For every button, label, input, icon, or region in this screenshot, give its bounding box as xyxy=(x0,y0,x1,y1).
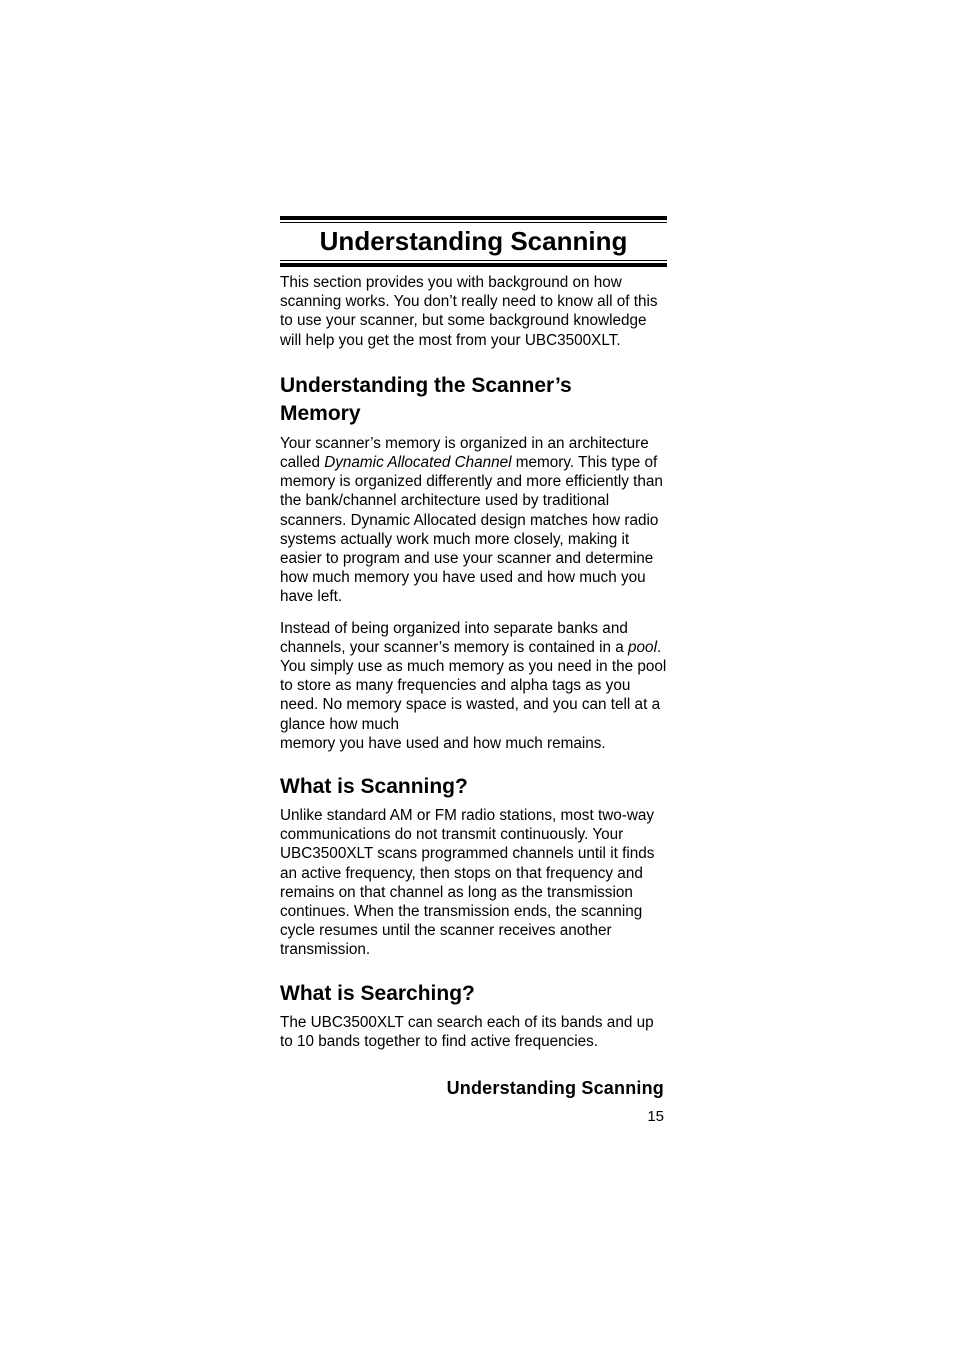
memory-p1-text-b: memory. This type of memory is organized differently and more efficiently than the bank/channel architecture used by traditional scanners. Dynamic Allocated design matches how radio systems actually work much more closely, making it easier to program and use your scanner and determine how much memory you have used and how much you have left. xyxy=(280,454,663,606)
intro-paragraph: This section provides you with background on how scanning works. You don’t really need to know all of this to use your scanner, but some background knowledge will help you get the most from your UBC3500XLT. xyxy=(280,274,658,349)
title-bottom-rule-thick xyxy=(280,263,667,267)
memory-p1-italic: Dynamic Allocated Channel xyxy=(324,454,512,472)
memory-paragraph-1 xyxy=(280,434,667,607)
memory-p2-text-c: memory you have used and how much remains. xyxy=(280,734,606,752)
scanning-heading: What is Scanning? xyxy=(280,775,468,799)
page-number: 15 xyxy=(647,1108,664,1125)
memory-heading xyxy=(280,372,667,428)
memory-heading-line1: Understanding the Scanner’s xyxy=(280,373,572,397)
searching-paragraph: The UBC3500XLT can search each of its bands and up to 10 bands together to find active frequencies. xyxy=(280,1013,654,1050)
memory-p1-text-a: Your scanner’s memory is organized in an architecture called xyxy=(280,434,649,472)
memory-heading-line2: Memory xyxy=(280,401,361,425)
memory-p2-italic: pool xyxy=(628,638,657,656)
footer-section-title: Understanding Scanning xyxy=(446,1078,664,1098)
title-top-rule-thin xyxy=(280,222,667,223)
scanning-paragraph: Unlike standard AM or FM radio stations, most two-way communications do not transmit continuously. Your UBC3500XLT scans programmed channels until it finds an active frequency, then stops on that frequency and remains on that channel as long as the transmission continues. When the transmission ends, the scanning cycle resumes until the scanner receives another transmission. xyxy=(280,807,655,959)
memory-p2-text-b: . You simply use as much memory as you need in the pool to store as many frequencies and alpha tags as you need. No memory space is wasted, and you can tell at a glance how much xyxy=(280,638,667,733)
memory-p2-text-a: Instead of being organized into separate banks and channels, your scanner’s memory is contained in a xyxy=(280,619,629,656)
searching-heading: What is Searching? xyxy=(280,981,475,1005)
memory-paragraph-2 xyxy=(280,619,667,753)
chapter-title: Understanding Scanning xyxy=(319,226,628,256)
page-content xyxy=(280,216,667,1051)
